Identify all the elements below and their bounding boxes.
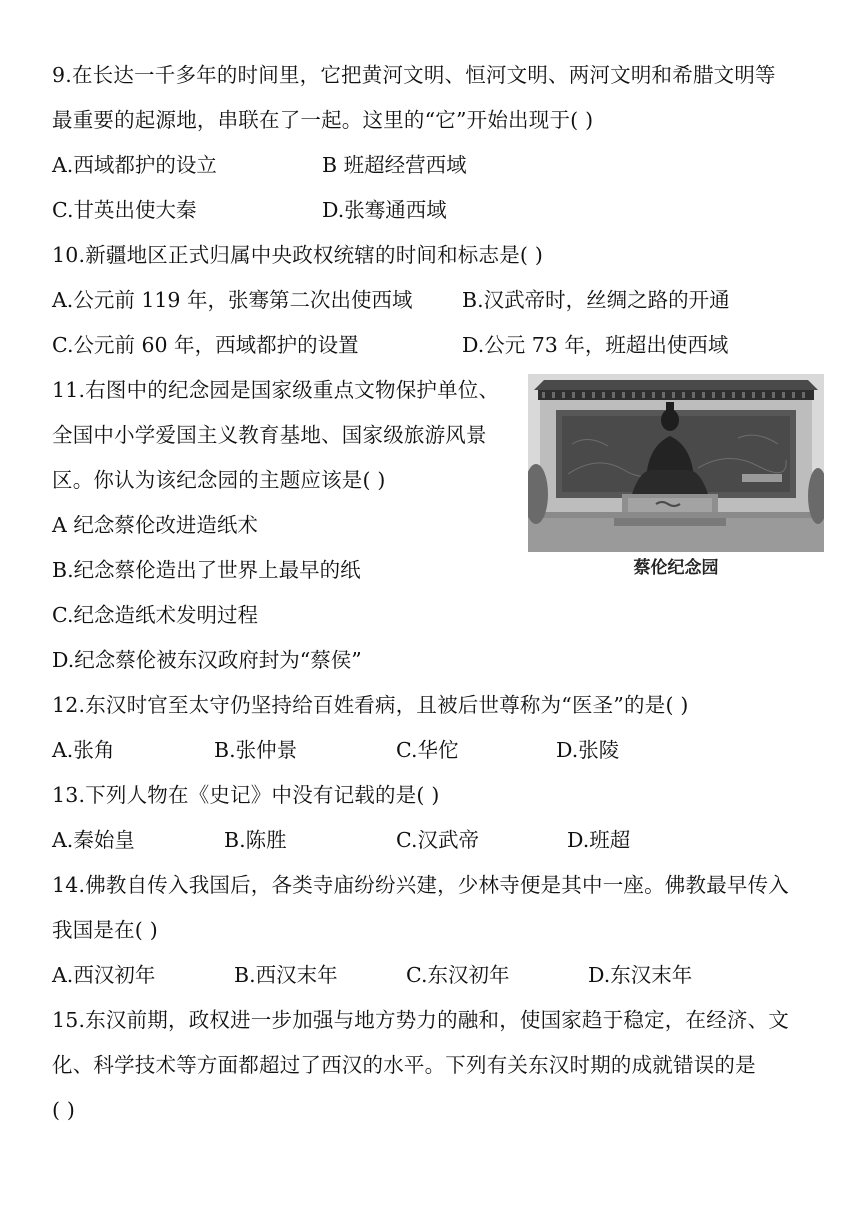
question-12-option-c: C.华佗 [396, 738, 459, 762]
question-13-option-b: B.陈胜 [224, 828, 287, 852]
question-12-option-b: B.张仲景 [214, 738, 298, 762]
question-11-option-b: B.纪念蔡伦造出了世界上最早的纸 [52, 558, 361, 582]
cai-lun-memorial-photo [528, 374, 824, 552]
question-9-option-d: D.张骞通西域 [322, 198, 447, 222]
question-14-stem-line-2: 我国是在( ) [52, 918, 158, 942]
question-13-stem: 13.下列人物在《史记》中没有记载的是( ) [52, 783, 440, 807]
question-9-option-a: A.西域都护的设立 [52, 153, 217, 177]
question-14-option-c: C.东汉初年 [406, 963, 510, 987]
question-11-option-d: D.纪念蔡伦被东汉政府封为“蔡侯” [52, 648, 362, 672]
question-12-stem: 12.东汉时官至太守仍坚持给百姓看病，且被后世尊称为“医圣”的是( ) [52, 693, 689, 717]
question-15-stem-line-1: 15.东汉前期，政权进一步加强与地方势力的融和，使国家趋于稳定，在经济、文 [52, 1008, 789, 1032]
question-11-stem-line-1: 11.右图中的纪念园是国家级重点文物保护单位、 [52, 378, 500, 402]
question-12-option-d: D.张陵 [556, 738, 620, 762]
question-11-option-c: C.纪念造纸术发明过程 [52, 603, 258, 627]
question-11-stem-line-2: 全国中小学爱国主义教育基地、国家级旅游风景 [52, 423, 487, 447]
question-11-stem-line-3: 区。你认为该纪念园的主题应该是( ) [52, 468, 386, 492]
question-15-stem-line-2: 化、科学技术等方面都超过了西汉的水平。下列有关东汉时期的成就错误的是 [52, 1053, 756, 1077]
question-13-option-c: C.汉武帝 [396, 828, 479, 852]
question-10-option-b: B.汉武帝时，丝绸之路的开通 [462, 288, 730, 312]
question-13-option-a: A.秦始皇 [52, 828, 135, 852]
question-9-stem-line-1: 9.在长达一千多年的时间里，它把黄河文明、恒河文明、两河文明和希腊文明等 [52, 63, 776, 87]
question-10-stem: 10.新疆地区正式归属中央政权统辖的时间和标志是( ) [52, 243, 544, 267]
question-15-stem-line-3: ( ) [52, 1098, 76, 1122]
question-10-option-d: D.公元 73 年，班超出使西域 [462, 333, 729, 357]
question-10-option-c: C.公元前 60 年，西域都护的设置 [52, 333, 359, 357]
question-11-option-a: A 纪念蔡伦改进造纸术 [52, 513, 258, 537]
question-14-option-d: D.东汉末年 [588, 963, 693, 987]
question-13-option-d: D.班超 [567, 828, 631, 852]
question-9-stem-line-2: 最重要的起源地，串联在了一起。这里的“它”开始出现于( ) [52, 108, 594, 132]
question-9-option-b: B 班超经营西域 [322, 153, 467, 177]
question-14-option-b: B.西汉末年 [234, 963, 338, 987]
question-12-option-a: A.张角 [52, 738, 115, 762]
question-9-option-c: C.甘英出使大秦 [52, 198, 197, 222]
question-14-option-a: A.西汉初年 [52, 963, 156, 987]
cai-lun-memorial-caption: 蔡伦纪念园 [633, 558, 719, 578]
question-10-option-a: A.公元前 119 年，张骞第二次出使西域 [52, 288, 413, 312]
question-14-stem-line-1: 14.佛教自传入我国后，各类寺庙纷纷兴建，少林寺便是其中一座。佛教最早传入 [52, 873, 789, 897]
